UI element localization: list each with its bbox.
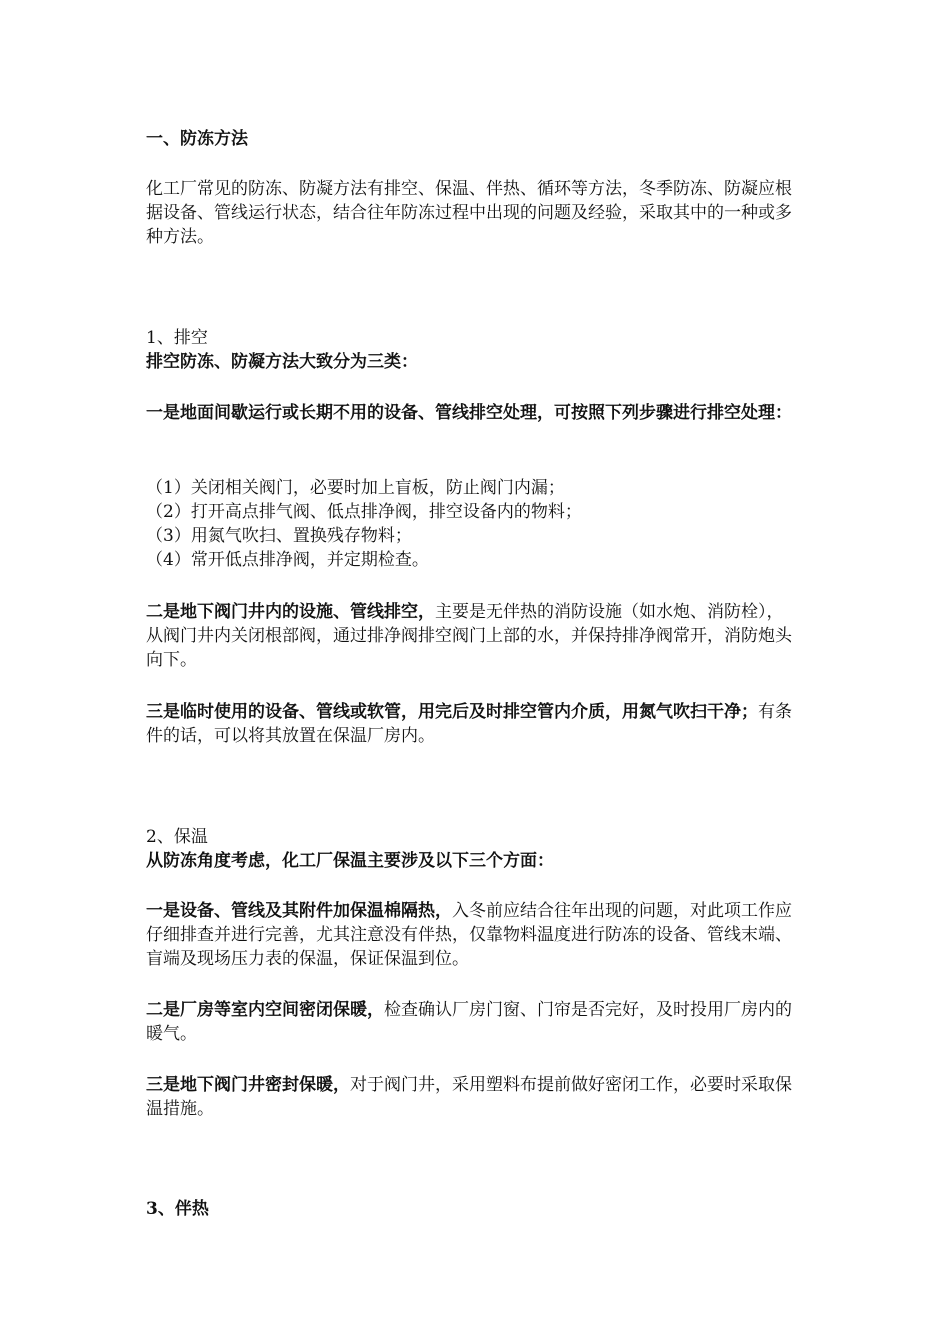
drain-item-3-lead: 三是临时使用的设备、管线或软管，用完后及时排空管内介质，用氮气吹扫干净；: [146, 702, 758, 722]
insulation-item-2-text: 检查确认厂房门窗、门帘是否完好，及时投用厂房内的暖气。: [146, 1000, 792, 1044]
insulation-item-3: [146, 1073, 796, 1121]
drain-heading: 1、排空: [146, 328, 208, 348]
drain-step-2: （2）打开高点排气阀、低点排净阀，排空设备内的物料；: [146, 502, 582, 522]
insulation-item-1-lead: 一是设备、管线及其附件加保温棉隔热，: [146, 901, 452, 921]
intro-paragraph: 化工厂常见的防冻、防凝方法有排空、保温、伴热、循环等方法，冬季防冻、防凝应根据设备、管线运行状态，结合往年防冻过程中出现的问题及经验，采取其中的一种或多种方法。: [146, 179, 792, 247]
insulation-item-3-lead: 三是地下阀门井密封保暖，: [146, 1075, 350, 1095]
drain-item-2-text: 主要是无伴热的消防设施（如水炮、消防栓），从阀门井内关闭根部阀，通过排净阀排空阀门上部的水，并保持排净阀常开，消防炮头向下。: [146, 602, 792, 670]
section-title: 一、防冻方法: [146, 129, 248, 149]
insulation-item-1-text: 入冬前应结合往年出现的问题，对此项工作应仔细排查并进行完善，尤其注意没有伴热，仅靠物料温度进行防冻的设备、管线末端、盲端及现场压力表的保温，保证保温到位。: [146, 901, 792, 969]
insulation-item-1: [146, 899, 796, 971]
insulation-subheading: 从防冻角度考虑，化工厂保温主要涉及以下三个方面：: [146, 851, 554, 871]
drain-item-2-lead: 二是地下阀门井内的设施、管线排空，: [146, 602, 435, 622]
insulation-heading: 2、保温: [146, 827, 208, 847]
drain-item-1: 一是地面间歇运行或长期不用的设备、管线排空处理，可按照下列步骤进行排空处理：: [146, 403, 792, 423]
insulation-item-2-lead: 二是厂房等室内空间密闭保暖，: [146, 1000, 384, 1020]
drain-step-3: （3）用氮气吹扫、置换残存物料；: [146, 526, 412, 546]
drain-item-3-text: 有条件的话，可以将其放置在保温厂房内。: [146, 702, 792, 746]
drain-step-4: （4）常开低点排净阀，并定期检查。: [146, 550, 429, 570]
insulation-item-3-text: 对于阀门井，采用塑料布提前做好密闭工作，必要时采取保温措施。: [146, 1075, 792, 1119]
drain-subheading: 排空防冻、防凝方法大致分为三类：: [146, 352, 418, 372]
drain-item-2: [146, 600, 796, 672]
tracing-heading: 3、伴热: [146, 1199, 209, 1219]
drain-step-1: （1）关闭相关阀门，必要时加上盲板，防止阀门内漏；: [146, 478, 565, 498]
drain-steps-list: [146, 476, 796, 572]
drain-item-3: [146, 700, 796, 748]
insulation-item-2: [146, 998, 796, 1046]
